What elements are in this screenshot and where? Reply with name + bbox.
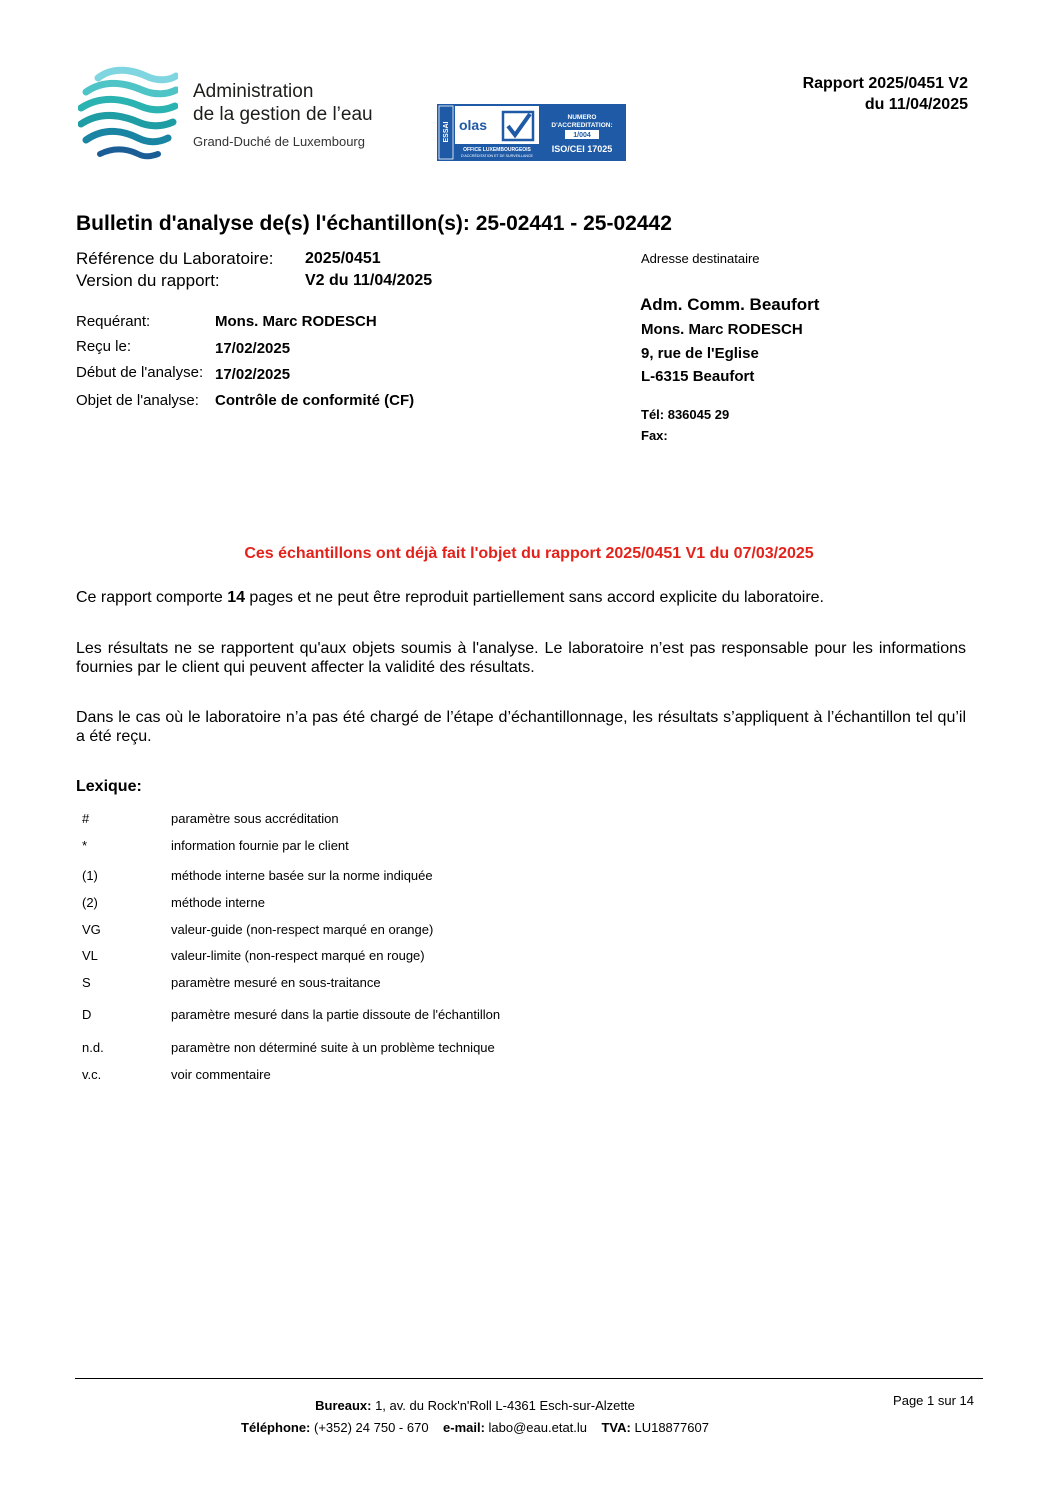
lexique-desc: information fournie par le client [171, 838, 349, 853]
lexique-desc: paramètre non déterminé suite à un problème technique [171, 1040, 495, 1055]
address-fax: Fax: [641, 428, 668, 443]
footer-tel-label: Téléphone: [241, 1420, 311, 1435]
report-reference [803, 73, 968, 115]
agency-name-line2: de la gestion de l’eau [193, 104, 373, 125]
page-number: Page 1 sur 14 [893, 1393, 974, 1408]
lexique-desc: voir commentaire [171, 1067, 271, 1082]
address-heading: Adresse destinataire [641, 251, 760, 266]
report-ref-line2: du 11/04/2025 [864, 96, 968, 113]
address-tel: Tél: 836045 29 [641, 407, 730, 422]
badge-standard: ISO/CEI 17025 [551, 144, 613, 154]
objet-value: Contrôle de conformité (CF) [215, 392, 415, 409]
footer-address [0, 1398, 950, 1413]
lexique-symbol: (2) [82, 895, 98, 910]
lexique-symbol: VG [82, 922, 101, 937]
agency-name-line1: Administration [193, 81, 314, 102]
agency-name [193, 80, 373, 126]
footer-tva-value: LU18877607 [630, 1420, 709, 1435]
recu-label: Reçu le: [76, 338, 132, 355]
address-line2: Mons. Marc RODESCH [641, 321, 803, 338]
page-title: Bulletin d'analyse de(s) l'échantillon(s): 25-02441 - 25-02442 [76, 212, 672, 235]
report-ref-line1: Rapport 2025/0451 V2 [802, 75, 968, 92]
page-count: 14 [227, 589, 245, 606]
agency-subtitle: Grand-Duché de Luxembourg [193, 134, 365, 149]
lexique-symbol: VL [82, 948, 98, 963]
badge-org-line1: OFFICE LUXEMBOURGEOIS [463, 147, 531, 153]
footer-email-label: e-mail: [443, 1420, 485, 1435]
recu-value: 17/02/2025 [215, 340, 291, 357]
lexique-symbol: S [82, 975, 91, 990]
address-line1: Adm. Comm. Beaufort [640, 295, 820, 314]
badge-logo-text: olas [458, 117, 488, 133]
badge-side-text: ESSAI [443, 121, 450, 143]
ref-label: Référence du Laboratoire: [76, 249, 274, 268]
badge-num-line2: D'ACCREDITATION: [551, 122, 613, 129]
lexique-desc: paramètre mesuré en sous-traitance [171, 975, 381, 990]
footer-bureaux-value: 1, av. du Rock'n'Roll L-4361 Esch-sur-Alzette [371, 1398, 635, 1413]
version-value: V2 du 11/04/2025 [305, 272, 433, 289]
pages-text-before: Ce rapport comporte [76, 589, 228, 606]
requerant-value: Mons. Marc RODESCH [215, 313, 377, 330]
lexique-title: Lexique: [76, 778, 142, 795]
agency-wave-logo-icon [78, 66, 178, 162]
lexique-desc: méthode interne basée sur la norme indiquée [171, 868, 433, 883]
lexique-desc: paramètre sous accréditation [171, 811, 339, 826]
lexique-desc: valeur-guide (non-respect marqué en orange) [171, 922, 434, 937]
sampling-paragraph: Dans le cas où le laboratoire n’a pas été chargé de l’étape d’échantillonnage, les résultats s’appliquent à l’échantillon tel qu’il a été reçu. [76, 709, 966, 745]
lexique-symbol: D [82, 1007, 92, 1022]
badge-org-line2: D'ACCRÉDITATION ET DE SURVEILLANCE [461, 154, 533, 158]
lexique-symbol: (1) [82, 868, 98, 883]
address-line4: L-6315 Beaufort [641, 368, 755, 385]
lexique-symbol: v.c. [82, 1067, 102, 1082]
objet-label: Objet de l'analyse: [76, 392, 199, 409]
lexique-symbol: n.d. [82, 1040, 104, 1055]
debut-value: 17/02/2025 [215, 366, 291, 383]
debut-label: Début de l'analyse: [76, 364, 204, 381]
lexique-desc: méthode interne [171, 895, 265, 910]
footer-tel-value: (+352) 24 750 - 670 [310, 1420, 429, 1435]
badge-num-value: 1/004 [573, 132, 591, 139]
pages-text-after: pages et ne peut être reproduit partiellement sans accord explicite du laboratoire. [244, 589, 824, 606]
lexique-symbol: # [82, 811, 90, 826]
ref-value: 2025/0451 [305, 250, 381, 267]
badge-num-line1: NUMERO [567, 114, 597, 121]
pages-paragraph [76, 588, 966, 607]
footer-bureaux-label: Bureaux: [315, 1398, 372, 1413]
version-label: Version du rapport: [76, 271, 220, 290]
olas-accreditation-badge [437, 104, 626, 161]
footer-email-value[interactable]: labo@eau.etat.lu [484, 1420, 588, 1435]
address-line3: 9, rue de l'Eglise [641, 345, 759, 362]
footer-tva-label: TVA: [601, 1420, 631, 1435]
footer-contact [0, 1420, 950, 1435]
requerant-label: Requérant: [76, 313, 151, 330]
footer-divider [75, 1378, 983, 1379]
lexique-desc: valeur-limite (non-respect marqué en rouge) [171, 948, 425, 963]
results-paragraph: Les résultats ne se rapportent qu'aux objets soumis à l'analyse. Le laboratoire n’est pas responsable pour les informations fournies par le client qui peuvent affecter la validité des résultats. [76, 640, 966, 676]
lexique-desc: paramètre mesuré dans la partie dissoute de l'échantillon [171, 1007, 501, 1022]
lexique-symbol: * [82, 838, 88, 853]
version-notice: Ces échantillons ont déjà fait l'objet du rapport 2025/0451 V1 du 07/03/2025 [244, 545, 814, 562]
